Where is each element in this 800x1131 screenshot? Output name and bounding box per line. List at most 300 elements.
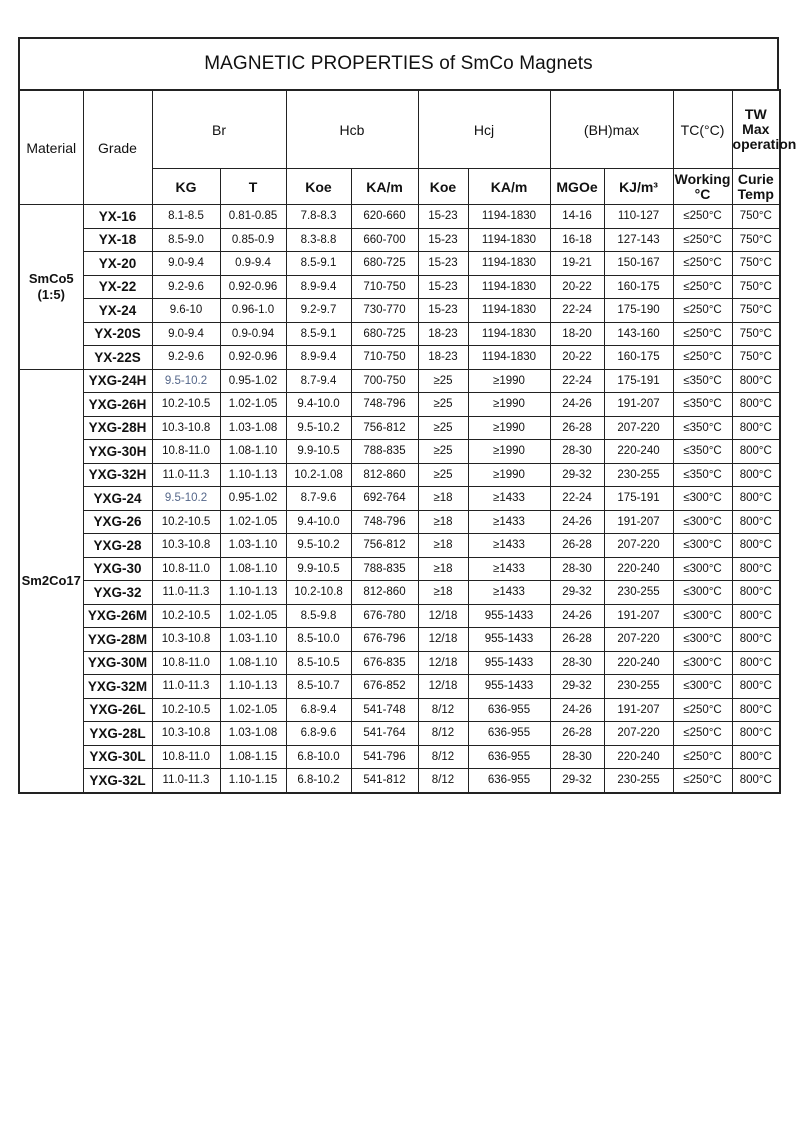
- hcj-kam-cell: 636-955: [468, 722, 550, 746]
- br-t-cell: 1.03-1.10: [220, 534, 286, 558]
- hcj-kam-cell: 1194-1830: [468, 205, 550, 229]
- tw-curie-cell: 800°C: [732, 416, 780, 440]
- table-row: [19, 722, 780, 746]
- br-t-cell: 1.03-1.08: [220, 416, 286, 440]
- unit-ka-m: KA/m: [351, 169, 418, 205]
- grade-cell: YXG-28H: [83, 416, 152, 440]
- hcj-koe-cell: ≥25: [418, 440, 468, 464]
- tc-working-cell: ≤250°C: [673, 769, 732, 793]
- br-kg-cell: 10.8-11.0: [152, 745, 220, 769]
- table-row: [19, 487, 780, 511]
- hcb-koe-cell: 10.2-1.08: [286, 463, 351, 487]
- tc-working-cell: ≤250°C: [673, 252, 732, 276]
- unit-mgoe: MGOe: [550, 169, 604, 205]
- tw-curie-cell: 750°C: [732, 205, 780, 229]
- hcb-kam-cell: 676-780: [351, 604, 418, 628]
- tc-working-cell: ≤350°C: [673, 369, 732, 393]
- hcj-koe-cell: ≥18: [418, 581, 468, 605]
- br-t-cell: 0.95-1.02: [220, 487, 286, 511]
- br-t-cell: 0.92-0.96: [220, 275, 286, 299]
- unit-curie: Curie Temp: [732, 169, 780, 205]
- table-row: [19, 299, 780, 323]
- table-row: [19, 557, 780, 581]
- unit-working: Working °C: [673, 169, 732, 205]
- hcj-koe-cell: ≥25: [418, 369, 468, 393]
- hcb-kam-cell: 756-812: [351, 534, 418, 558]
- hcj-koe-cell: 18-23: [418, 346, 468, 370]
- hcb-kam-cell: 680-725: [351, 252, 418, 276]
- bh-mgoe-cell: 24-26: [550, 604, 604, 628]
- hcb-kam-cell: 710-750: [351, 346, 418, 370]
- tc-working-cell: ≤250°C: [673, 698, 732, 722]
- tw-curie-cell: 800°C: [732, 510, 780, 534]
- tw-curie-cell: 800°C: [732, 722, 780, 746]
- hcj-kam-cell: 955-1433: [468, 651, 550, 675]
- table-row: [19, 252, 780, 276]
- grade-cell: YXG-32: [83, 581, 152, 605]
- br-kg-cell: 10.3-10.8: [152, 416, 220, 440]
- grade-cell: YXG-26H: [83, 393, 152, 417]
- hcj-kam-cell: ≥1990: [468, 416, 550, 440]
- tc-working-cell: ≤250°C: [673, 228, 732, 252]
- tw-curie-cell: 750°C: [732, 275, 780, 299]
- table-row: [19, 675, 780, 699]
- bh-kjm3-cell: 160-175: [604, 275, 673, 299]
- hcj-koe-cell: 12/18: [418, 651, 468, 675]
- grade-cell: YXG-30M: [83, 651, 152, 675]
- tw-curie-cell: 750°C: [732, 346, 780, 370]
- table-row: [19, 534, 780, 558]
- hcj-kam-cell: 1194-1830: [468, 299, 550, 323]
- tw-curie-cell: 800°C: [732, 534, 780, 558]
- header-tw: TW Max operation: [732, 90, 780, 169]
- br-t-cell: 1.10-1.13: [220, 463, 286, 487]
- table-row: [19, 628, 780, 652]
- hcb-koe-cell: 8.5-9.8: [286, 604, 351, 628]
- bh-kjm3-cell: 207-220: [604, 416, 673, 440]
- hcb-koe-cell: 6.8-10.2: [286, 769, 351, 793]
- bh-kjm3-cell: 207-220: [604, 628, 673, 652]
- hcb-koe-cell: 8.5-9.1: [286, 322, 351, 346]
- tc-working-cell: ≤250°C: [673, 275, 732, 299]
- bh-kjm3-cell: 230-255: [604, 769, 673, 793]
- tc-working-cell: ≤250°C: [673, 722, 732, 746]
- hcj-koe-cell: 8/12: [418, 698, 468, 722]
- hcj-koe-cell: 8/12: [418, 722, 468, 746]
- br-kg-cell: 10.2-10.5: [152, 698, 220, 722]
- br-t-cell: 1.10-1.15: [220, 769, 286, 793]
- hcb-koe-cell: 9.2-9.7: [286, 299, 351, 323]
- unit-koe: Koe: [418, 169, 468, 205]
- hcb-kam-cell: 620-660: [351, 205, 418, 229]
- hcj-koe-cell: ≥18: [418, 487, 468, 511]
- bh-kjm3-cell: 220-240: [604, 651, 673, 675]
- header-grade: Grade: [83, 90, 152, 205]
- tw-curie-cell: 800°C: [732, 675, 780, 699]
- hcj-kam-cell: ≥1433: [468, 581, 550, 605]
- table-body: [19, 205, 780, 793]
- hcj-kam-cell: ≥1433: [468, 487, 550, 511]
- hcb-kam-cell: 756-812: [351, 416, 418, 440]
- hcb-koe-cell: 7.8-8.3: [286, 205, 351, 229]
- br-t-cell: 1.08-1.10: [220, 651, 286, 675]
- hcj-kam-cell: 636-955: [468, 745, 550, 769]
- br-kg-cell: 8.1-8.5: [152, 205, 220, 229]
- bh-kjm3-cell: 191-207: [604, 698, 673, 722]
- bh-mgoe-cell: 26-28: [550, 628, 604, 652]
- tc-working-cell: ≤250°C: [673, 205, 732, 229]
- hcb-koe-cell: 8.7-9.6: [286, 487, 351, 511]
- hcj-koe-cell: ≥18: [418, 534, 468, 558]
- hcj-koe-cell: 12/18: [418, 675, 468, 699]
- table-row: [19, 228, 780, 252]
- br-kg-cell: 11.0-11.3: [152, 769, 220, 793]
- table-row: [19, 440, 780, 464]
- grade-cell: YX-20: [83, 252, 152, 276]
- br-t-cell: 0.85-0.9: [220, 228, 286, 252]
- grade-cell: YXG-28L: [83, 722, 152, 746]
- br-t-cell: 0.81-0.85: [220, 205, 286, 229]
- table-row: [19, 510, 780, 534]
- bh-mgoe-cell: 22-24: [550, 487, 604, 511]
- bh-mgoe-cell: 28-30: [550, 557, 604, 581]
- bh-mgoe-cell: 28-30: [550, 651, 604, 675]
- hcj-kam-cell: 955-1433: [468, 628, 550, 652]
- hcb-kam-cell: 730-770: [351, 299, 418, 323]
- table-row: [19, 581, 780, 605]
- hcj-kam-cell: ≥1990: [468, 369, 550, 393]
- bh-mgoe-cell: 29-32: [550, 675, 604, 699]
- tw-curie-cell: 800°C: [732, 745, 780, 769]
- bh-kjm3-cell: 191-207: [604, 604, 673, 628]
- br-kg-cell: 10.2-10.5: [152, 604, 220, 628]
- tw-curie-cell: 750°C: [732, 252, 780, 276]
- grade-cell: YXG-26M: [83, 604, 152, 628]
- bh-mgoe-cell: 24-26: [550, 510, 604, 534]
- hcj-kam-cell: 636-955: [468, 769, 550, 793]
- tc-working-cell: ≤350°C: [673, 393, 732, 417]
- hcj-koe-cell: 12/18: [418, 604, 468, 628]
- grade-cell: YXG-24: [83, 487, 152, 511]
- bh-mgoe-cell: 22-24: [550, 369, 604, 393]
- br-t-cell: 1.03-1.10: [220, 628, 286, 652]
- hcb-kam-cell: 700-750: [351, 369, 418, 393]
- hcb-koe-cell: 9.5-10.2: [286, 416, 351, 440]
- hcb-kam-cell: 541-748: [351, 698, 418, 722]
- grade-cell: YXG-28M: [83, 628, 152, 652]
- br-t-cell: 0.92-0.96: [220, 346, 286, 370]
- unit-t: T: [220, 169, 286, 205]
- bh-kjm3-cell: 175-190: [604, 299, 673, 323]
- bh-mgoe-cell: 28-30: [550, 745, 604, 769]
- tw-curie-cell: 800°C: [732, 557, 780, 581]
- bh-mgoe-cell: 24-26: [550, 393, 604, 417]
- tc-working-cell: ≤350°C: [673, 440, 732, 464]
- bh-kjm3-cell: 191-207: [604, 510, 673, 534]
- bh-mgoe-cell: 20-22: [550, 275, 604, 299]
- hcb-koe-cell: 6.8-10.0: [286, 745, 351, 769]
- material-family-cell: Sm2Co17: [19, 369, 83, 793]
- br-t-cell: 1.08-1.10: [220, 440, 286, 464]
- br-kg-cell: 9.2-9.6: [152, 275, 220, 299]
- grade-cell: YXG-26: [83, 510, 152, 534]
- properties-table: [18, 89, 797, 794]
- hcj-koe-cell: 15-23: [418, 252, 468, 276]
- tw-curie-cell: 800°C: [732, 628, 780, 652]
- unit-koe: Koe: [286, 169, 351, 205]
- br-t-cell: 0.9-9.4: [220, 252, 286, 276]
- tw-curie-cell: 750°C: [732, 299, 780, 323]
- bh-mgoe-cell: 29-32: [550, 769, 604, 793]
- table-row: [19, 745, 780, 769]
- table-row: [19, 651, 780, 675]
- br-t-cell: 1.08-1.10: [220, 557, 286, 581]
- hcj-kam-cell: 1194-1830: [468, 252, 550, 276]
- br-kg-cell: 11.0-11.3: [152, 581, 220, 605]
- br-kg-cell: 9.5-10.2: [152, 487, 220, 511]
- hcj-koe-cell: 8/12: [418, 769, 468, 793]
- hcb-koe-cell: 6.8-9.4: [286, 698, 351, 722]
- hcj-kam-cell: 1194-1830: [468, 322, 550, 346]
- tw-curie-cell: 800°C: [732, 463, 780, 487]
- br-kg-cell: 8.5-9.0: [152, 228, 220, 252]
- hcj-koe-cell: ≥18: [418, 510, 468, 534]
- table-row: [19, 416, 780, 440]
- hcb-koe-cell: 9.5-10.2: [286, 534, 351, 558]
- hcj-koe-cell: ≥25: [418, 416, 468, 440]
- bh-mgoe-cell: 24-26: [550, 698, 604, 722]
- tc-working-cell: ≤300°C: [673, 510, 732, 534]
- grade-cell: YX-16: [83, 205, 152, 229]
- grade-cell: YX-18: [83, 228, 152, 252]
- bh-kjm3-cell: 127-143: [604, 228, 673, 252]
- grade-cell: YXG-30L: [83, 745, 152, 769]
- hcb-koe-cell: 8.3-8.8: [286, 228, 351, 252]
- br-kg-cell: 10.8-11.0: [152, 557, 220, 581]
- tc-working-cell: ≤350°C: [673, 416, 732, 440]
- tw-curie-cell: 800°C: [732, 440, 780, 464]
- table-row: [19, 393, 780, 417]
- hcb-kam-cell: 692-764: [351, 487, 418, 511]
- header-br: Br: [152, 90, 286, 169]
- page-title: MAGNETIC PROPERTIES of SmCo Magnets: [18, 37, 779, 89]
- br-kg-cell: 11.0-11.3: [152, 675, 220, 699]
- hcb-koe-cell: 9.9-10.5: [286, 440, 351, 464]
- br-kg-cell: 10.2-10.5: [152, 510, 220, 534]
- tc-working-cell: ≤300°C: [673, 604, 732, 628]
- br-t-cell: 1.02-1.05: [220, 698, 286, 722]
- bh-mgoe-cell: 29-32: [550, 463, 604, 487]
- br-kg-cell: 10.3-10.8: [152, 628, 220, 652]
- br-t-cell: 0.96-1.0: [220, 299, 286, 323]
- hcj-kam-cell: ≥1990: [468, 393, 550, 417]
- br-kg-cell: 9.6-10: [152, 299, 220, 323]
- grade-cell: YXG-32M: [83, 675, 152, 699]
- br-t-cell: 1.10-1.13: [220, 675, 286, 699]
- hcb-kam-cell: 680-725: [351, 322, 418, 346]
- table-row: [19, 205, 780, 229]
- br-t-cell: 0.95-1.02: [220, 369, 286, 393]
- grade-cell: YX-20S: [83, 322, 152, 346]
- hcj-koe-cell: 15-23: [418, 275, 468, 299]
- bh-mgoe-cell: 29-32: [550, 581, 604, 605]
- bh-kjm3-cell: 150-167: [604, 252, 673, 276]
- bh-mgoe-cell: 26-28: [550, 534, 604, 558]
- hcb-koe-cell: 8.9-9.4: [286, 346, 351, 370]
- bh-kjm3-cell: 230-255: [604, 463, 673, 487]
- tc-working-cell: ≤350°C: [673, 463, 732, 487]
- grade-cell: YXG-32H: [83, 463, 152, 487]
- tw-curie-cell: 750°C: [732, 322, 780, 346]
- bh-kjm3-cell: 207-220: [604, 722, 673, 746]
- br-kg-cell: 9.0-9.4: [152, 252, 220, 276]
- grade-cell: YX-24: [83, 299, 152, 323]
- hcb-koe-cell: 9.4-10.0: [286, 510, 351, 534]
- bh-kjm3-cell: 160-175: [604, 346, 673, 370]
- grade-cell: YXG-28: [83, 534, 152, 558]
- hcb-kam-cell: 676-796: [351, 628, 418, 652]
- br-t-cell: 1.02-1.05: [220, 510, 286, 534]
- hcj-kam-cell: ≥1990: [468, 440, 550, 464]
- br-t-cell: 1.02-1.05: [220, 604, 286, 628]
- tc-working-cell: ≤250°C: [673, 745, 732, 769]
- table-row: [19, 346, 780, 370]
- hcj-koe-cell: 15-23: [418, 205, 468, 229]
- hcb-kam-cell: 812-860: [351, 581, 418, 605]
- bh-mgoe-cell: 20-22: [550, 346, 604, 370]
- hcb-koe-cell: 9.4-10.0: [286, 393, 351, 417]
- hcj-koe-cell: 8/12: [418, 745, 468, 769]
- bh-kjm3-cell: 220-240: [604, 745, 673, 769]
- tw-curie-cell: 800°C: [732, 369, 780, 393]
- table-row: [19, 698, 780, 722]
- hcb-kam-cell: 748-796: [351, 510, 418, 534]
- hcj-koe-cell: ≥25: [418, 393, 468, 417]
- br-kg-cell: 10.8-11.0: [152, 651, 220, 675]
- bh-kjm3-cell: 143-160: [604, 322, 673, 346]
- header-material: Material: [19, 90, 83, 205]
- table-row: [19, 322, 780, 346]
- hcb-kam-cell: 541-796: [351, 745, 418, 769]
- hcb-kam-cell: 660-700: [351, 228, 418, 252]
- tc-working-cell: ≤300°C: [673, 628, 732, 652]
- hcj-koe-cell: 18-23: [418, 322, 468, 346]
- tc-working-cell: ≤300°C: [673, 651, 732, 675]
- br-kg-cell: 10.2-10.5: [152, 393, 220, 417]
- bh-mgoe-cell: 19-21: [550, 252, 604, 276]
- br-kg-cell: 10.8-11.0: [152, 440, 220, 464]
- hcj-koe-cell: ≥18: [418, 557, 468, 581]
- hcb-kam-cell: 788-835: [351, 440, 418, 464]
- bh-kjm3-cell: 175-191: [604, 487, 673, 511]
- hcb-kam-cell: 676-852: [351, 675, 418, 699]
- br-kg-cell: 9.5-10.2: [152, 369, 220, 393]
- hcb-koe-cell: 8.9-9.4: [286, 275, 351, 299]
- br-kg-cell: 10.3-10.8: [152, 534, 220, 558]
- tc-working-cell: ≤250°C: [673, 322, 732, 346]
- bh-kjm3-cell: 207-220: [604, 534, 673, 558]
- hcj-koe-cell: 12/18: [418, 628, 468, 652]
- bh-mgoe-cell: 26-28: [550, 722, 604, 746]
- hcb-koe-cell: 8.7-9.4: [286, 369, 351, 393]
- bh-mgoe-cell: 22-24: [550, 299, 604, 323]
- table-row: [19, 369, 780, 393]
- hcb-koe-cell: 8.5-10.0: [286, 628, 351, 652]
- hcj-kam-cell: 636-955: [468, 698, 550, 722]
- table-row: [19, 275, 780, 299]
- header-bhmax: (BH)max: [550, 90, 673, 169]
- properties-sheet: [18, 37, 797, 794]
- hcb-kam-cell: 812-860: [351, 463, 418, 487]
- hcj-kam-cell: 955-1433: [468, 604, 550, 628]
- tw-curie-cell: 750°C: [732, 228, 780, 252]
- bh-mgoe-cell: 28-30: [550, 440, 604, 464]
- tw-curie-cell: 800°C: [732, 698, 780, 722]
- hcj-kam-cell: ≥1433: [468, 534, 550, 558]
- grade-cell: YXG-30: [83, 557, 152, 581]
- hcb-kam-cell: 748-796: [351, 393, 418, 417]
- tc-working-cell: ≤300°C: [673, 581, 732, 605]
- hcj-koe-cell: 15-23: [418, 299, 468, 323]
- hcj-kam-cell: 1194-1830: [468, 346, 550, 370]
- tw-curie-cell: 800°C: [732, 581, 780, 605]
- header-hcb: Hcb: [286, 90, 418, 169]
- hcb-koe-cell: 6.8-9.6: [286, 722, 351, 746]
- bh-mgoe-cell: 14-16: [550, 205, 604, 229]
- bh-mgoe-cell: 16-18: [550, 228, 604, 252]
- table-row: [19, 604, 780, 628]
- br-t-cell: 1.03-1.08: [220, 722, 286, 746]
- hcb-kam-cell: 541-812: [351, 769, 418, 793]
- bh-mgoe-cell: 18-20: [550, 322, 604, 346]
- grade-cell: YXG-24H: [83, 369, 152, 393]
- tw-curie-cell: 800°C: [732, 393, 780, 417]
- grade-cell: YX-22: [83, 275, 152, 299]
- material-family-cell: SmCo5 (1:5): [19, 205, 83, 370]
- br-kg-cell: 11.0-11.3: [152, 463, 220, 487]
- tw-curie-cell: 800°C: [732, 769, 780, 793]
- tw-curie-cell: 800°C: [732, 487, 780, 511]
- tc-working-cell: ≤300°C: [673, 534, 732, 558]
- bh-kjm3-cell: 110-127: [604, 205, 673, 229]
- tc-working-cell: ≤250°C: [673, 299, 732, 323]
- hcj-koe-cell: ≥25: [418, 463, 468, 487]
- bh-kjm3-cell: 175-191: [604, 369, 673, 393]
- tw-curie-cell: 800°C: [732, 651, 780, 675]
- br-t-cell: 1.02-1.05: [220, 393, 286, 417]
- hcb-koe-cell: 8.5-10.7: [286, 675, 351, 699]
- unit-ka-m: KA/m: [468, 169, 550, 205]
- hcb-koe-cell: 10.2-10.8: [286, 581, 351, 605]
- bh-kjm3-cell: 230-255: [604, 675, 673, 699]
- tc-working-cell: ≤300°C: [673, 675, 732, 699]
- hcb-kam-cell: 788-835: [351, 557, 418, 581]
- unit-kj-m3: KJ/m³: [604, 169, 673, 205]
- hcj-kam-cell: ≥1433: [468, 557, 550, 581]
- br-t-cell: 1.08-1.15: [220, 745, 286, 769]
- hcj-kam-cell: 955-1433: [468, 675, 550, 699]
- br-kg-cell: 9.0-9.4: [152, 322, 220, 346]
- hcj-kam-cell: ≥1990: [468, 463, 550, 487]
- grade-cell: YX-22S: [83, 346, 152, 370]
- hcb-kam-cell: 541-764: [351, 722, 418, 746]
- unit-kg: KG: [152, 169, 220, 205]
- hcj-kam-cell: ≥1433: [468, 510, 550, 534]
- bh-kjm3-cell: 220-240: [604, 440, 673, 464]
- hcb-koe-cell: 8.5-10.5: [286, 651, 351, 675]
- tc-working-cell: ≤250°C: [673, 346, 732, 370]
- hcj-kam-cell: 1194-1830: [468, 228, 550, 252]
